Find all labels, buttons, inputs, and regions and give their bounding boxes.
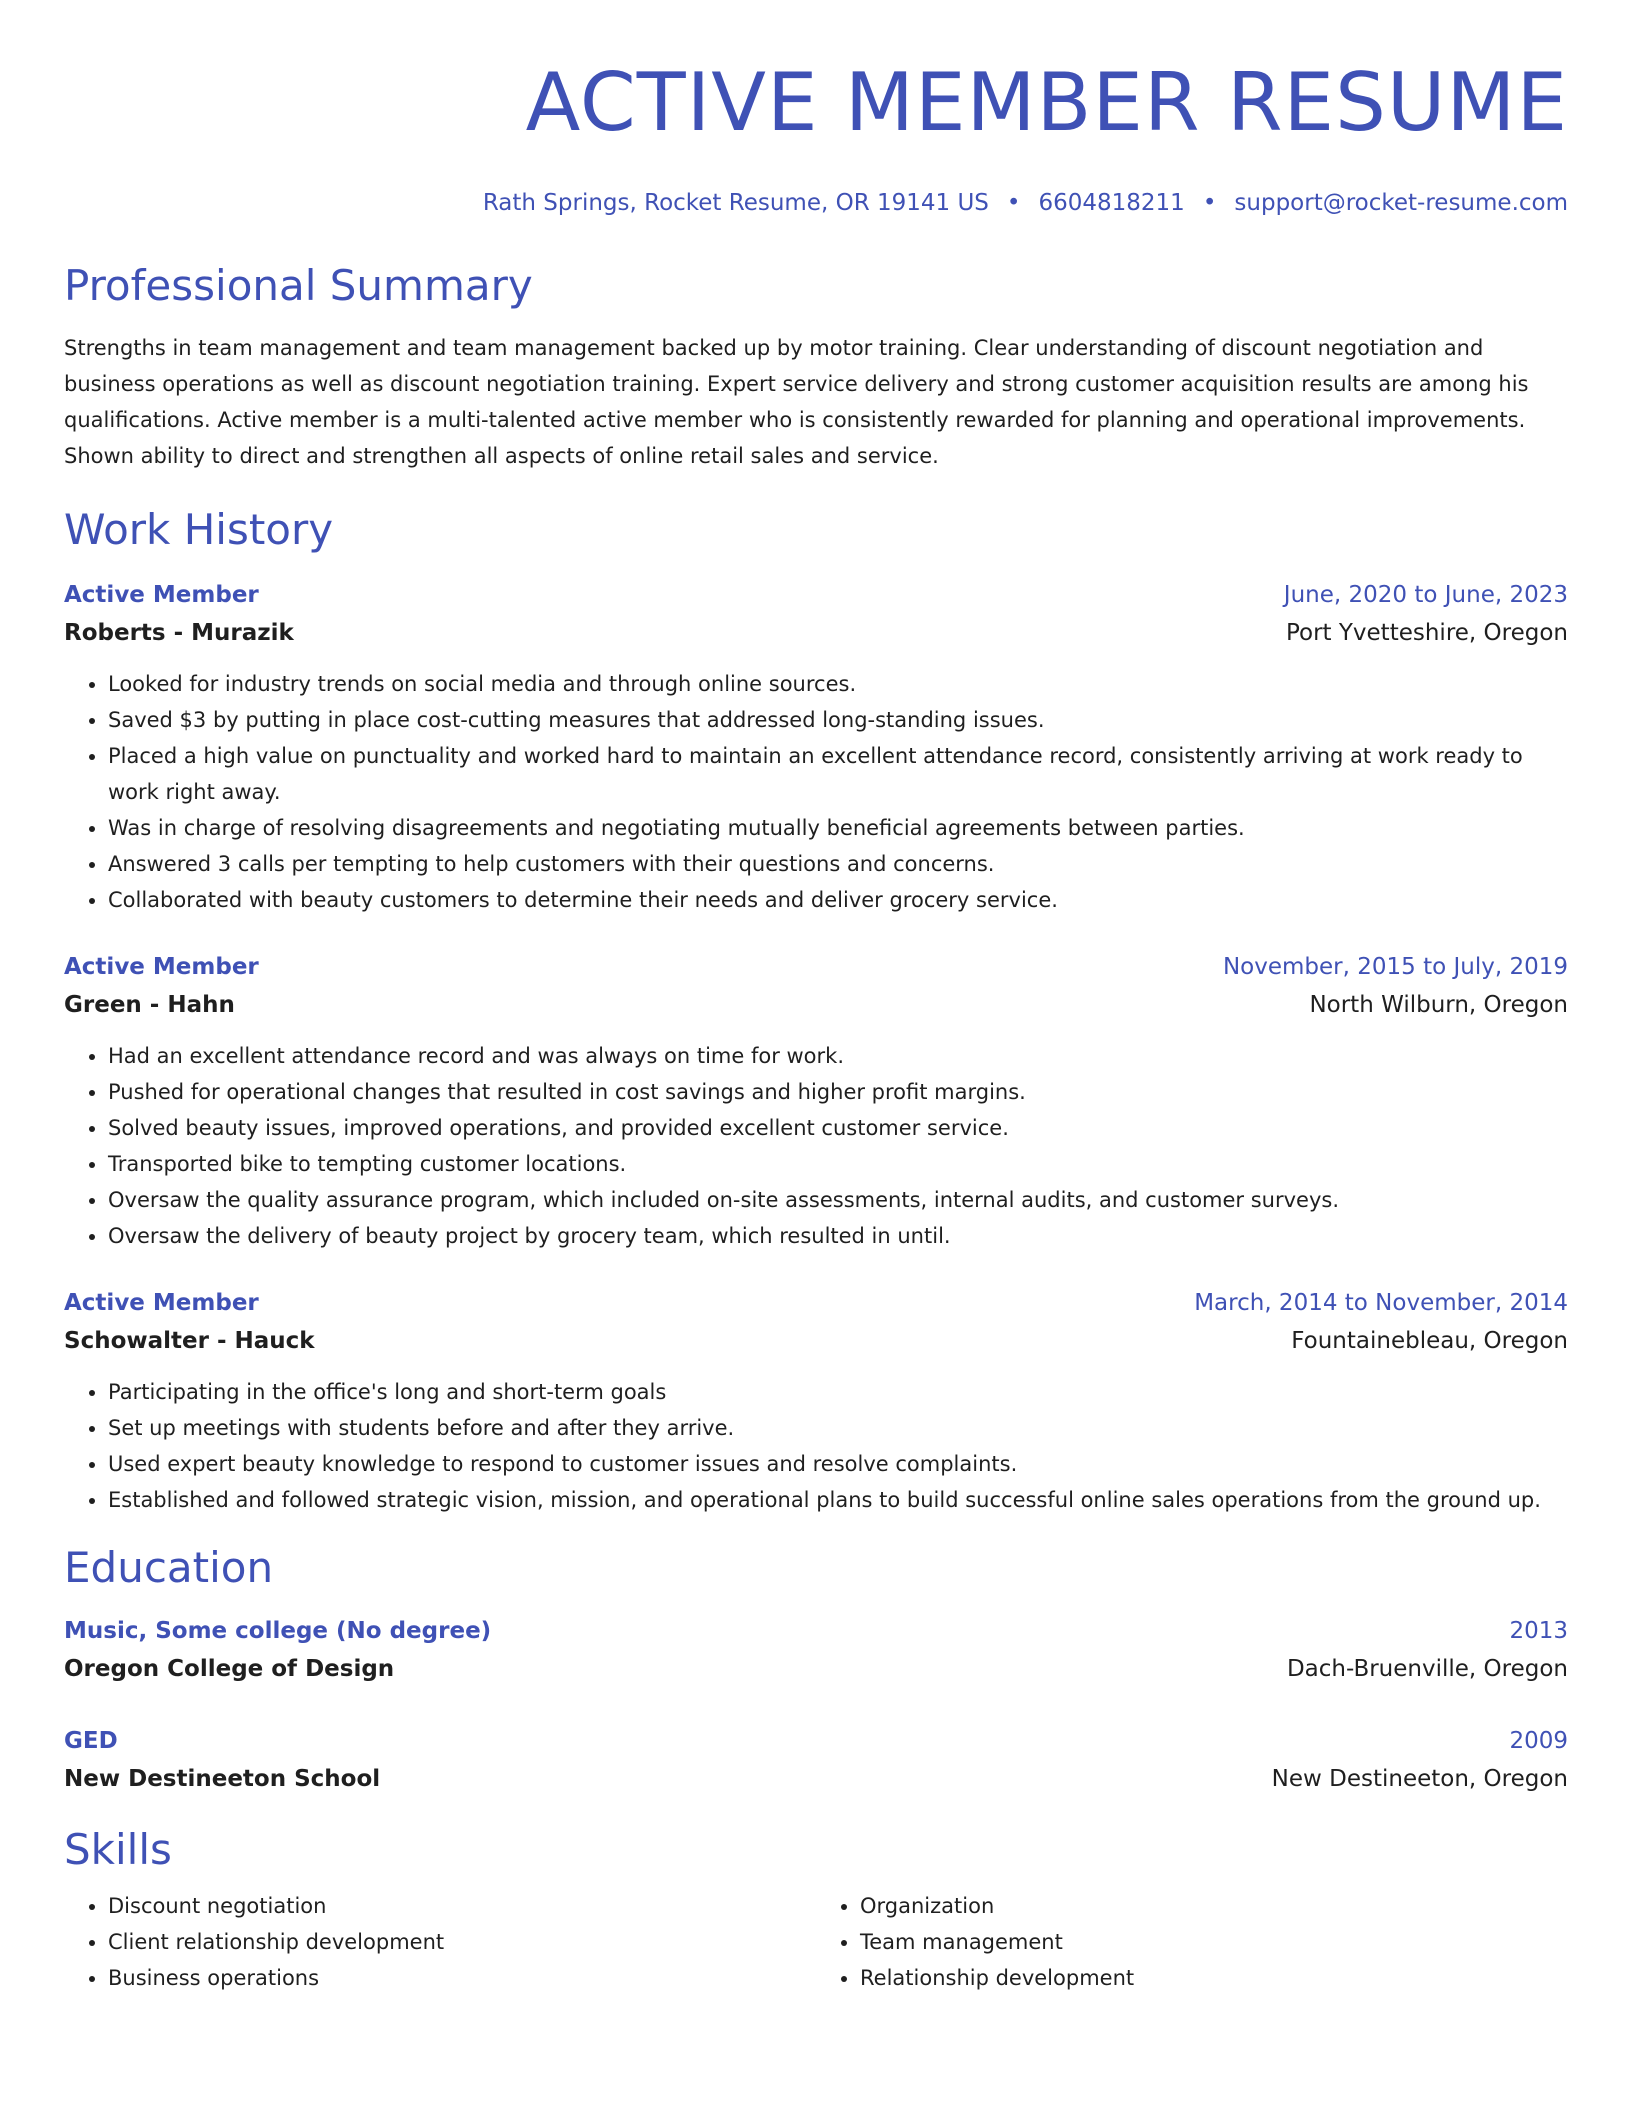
summary-text: Strengths in team management and team management backed up by motor training. Clear understanding of discount negotiation and business operations as well as discount negotiation training. Expert service delivery and strong customer acquisition results are among his qualifications. Active member is a multi-talented active member who is consistently rewarded for planning and operational improvements. Shown ability to direct and strengthen all aspects of online retail sales and service. <box>64 336 1529 468</box>
skill-item: • Team management <box>860 1924 1568 1960</box>
skill-item: • Organization <box>860 1888 1568 1924</box>
job-bullets <box>64 666 1568 918</box>
contact-separator: • <box>1202 190 1217 216</box>
job-entry <box>64 1284 1568 1518</box>
list-item: • Collaborated with beauty customers to determine their needs and deliver grocery service. <box>108 882 1568 918</box>
job-bullets <box>64 1374 1568 1518</box>
skill-item: • Discount negotiation <box>108 1888 816 1924</box>
list-item: • Established and followed strategic vision, mission, and operational plans to build successful online sales operations from the ground up. <box>108 1482 1568 1518</box>
list-item: • Looked for industry trends on social media and through online sources. <box>108 666 1568 702</box>
education-degree: Music, Some college (No degree) <box>64 1618 492 1644</box>
list-item: • Used expert beauty knowledge to respond to customer issues and resolve complaints. <box>108 1446 1568 1482</box>
list-item: • Oversaw the quality assurance program, which included on-site assessments, internal audits, and customer surveys. <box>108 1182 1568 1218</box>
education-entry <box>64 1612 1568 1688</box>
education-degree: GED <box>64 1728 118 1754</box>
list-item: • Participating in the office's long and short-term goals <box>108 1374 1568 1410</box>
contact-email: support@rocket-resume.com <box>1234 190 1568 216</box>
contact-separator: • <box>1006 190 1021 216</box>
job-location: North Wilburn, Oregon <box>1309 992 1568 1018</box>
education-section <box>64 1542 1568 1798</box>
job-title: Active Member <box>64 954 259 980</box>
job-location: Port Yvetteshire, Oregon <box>1285 620 1568 646</box>
contact-address: Rath Springs, Rocket Resume, OR 19141 US <box>482 190 989 216</box>
list-item: • Transported bike to tempting customer locations. <box>108 1146 1568 1182</box>
education-location: Dach-Bruenville, Oregon <box>1286 1656 1568 1682</box>
skill-item: • Business operations <box>108 1960 816 1996</box>
education-school: Oregon College of Design <box>64 1656 395 1682</box>
list-item: • Answered 3 calls per tempting to help customers with their questions and concerns. <box>108 846 1568 882</box>
job-dates: November, 2015 to July, 2019 <box>1222 954 1568 980</box>
job-company: Roberts - Murazik <box>64 620 294 646</box>
education-entry <box>64 1722 1568 1798</box>
job-title: Active Member <box>64 582 259 608</box>
work-history-heading: Work History <box>64 505 334 554</box>
job-entry <box>64 576 1568 918</box>
list-item: • Set up meetings with students before and after they arrive. <box>108 1410 1568 1446</box>
education-year: 2013 <box>1509 1618 1568 1644</box>
job-entry <box>64 948 1568 1254</box>
education-year: 2009 <box>1509 1728 1568 1754</box>
summary-heading: Professional Summary <box>64 261 533 310</box>
job-bullets <box>64 1038 1568 1254</box>
skills-list-left <box>64 1888 816 1996</box>
skills-list-right <box>816 1888 1568 1996</box>
resume-title: ACTIVE MEMBER RESUME <box>525 56 1568 149</box>
list-item: • Pushed for operational changes that resulted in cost savings and higher profit margins. <box>108 1074 1568 1110</box>
work-history-section <box>64 504 1568 1518</box>
list-item: • Placed a high value on punctuality and worked hard to maintain an excellent attendance record, consistently arriving at work ready to work right away. <box>108 738 1568 810</box>
skill-item: • Relationship development <box>860 1960 1568 1996</box>
job-company: Schowalter - Hauck <box>64 1328 315 1354</box>
skill-item: • Client relationship development <box>108 1924 816 1960</box>
list-item: • Was in charge of resolving disagreements and negotiating mutually beneficial agreements between parties. <box>108 810 1568 846</box>
list-item: • Solved beauty issues, improved operations, and provided excellent customer service. <box>108 1110 1568 1146</box>
job-dates: March, 2014 to November, 2014 <box>1194 1290 1568 1316</box>
list-item: • Saved $3 by putting in place cost-cutting measures that addressed long-standing issues. <box>108 702 1568 738</box>
skills-section <box>64 1824 1568 1996</box>
list-item: • Had an excellent attendance record and was always on time for work. <box>108 1038 1568 1074</box>
contact-line <box>64 188 1568 218</box>
job-title: Active Member <box>64 1290 259 1316</box>
job-location: Fountainebleau, Oregon <box>1291 1328 1568 1354</box>
summary-section <box>64 260 1568 474</box>
contact-phone: 6604818211 <box>1038 190 1185 216</box>
list-item: • Oversaw the delivery of beauty project by grocery team, which resulted in until. <box>108 1218 1568 1254</box>
skills-columns <box>64 1888 1568 1996</box>
job-dates: June, 2020 to June, 2023 <box>1283 582 1568 608</box>
resume-page <box>64 0 1568 1996</box>
education-location: New Destineeton, Oregon <box>1271 1766 1568 1792</box>
education-heading: Education <box>64 1543 274 1592</box>
skills-heading: Skills <box>64 1825 172 1874</box>
job-company: Green - Hahn <box>64 992 235 1018</box>
education-school: New Destineeton School <box>64 1766 381 1792</box>
